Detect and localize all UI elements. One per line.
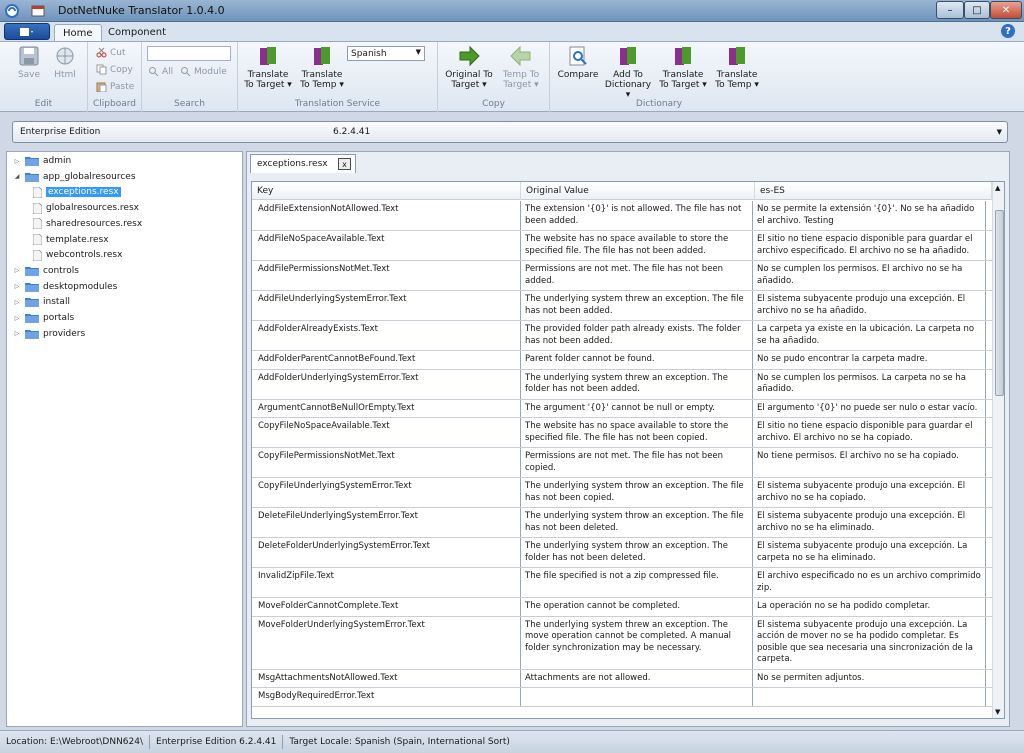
dictionary-book-icon [617, 45, 639, 67]
search-module-button[interactable] [180, 66, 227, 77]
expand-icon[interactable]: ▷ [14, 314, 20, 322]
translate-book-icon [257, 45, 279, 67]
cell-translated-value[interactable]: La carpeta ya existe en la ubicación. La carpeta no se ha añadido. [753, 321, 986, 350]
close-tab-icon[interactable]: x [338, 158, 351, 170]
cell-translated-value[interactable]: La operación no se ha podido completar. [753, 598, 986, 616]
help-icon[interactable]: ? [1001, 24, 1015, 38]
cell-key: MsgAttachmentsNotAllowed.Text [258, 672, 398, 683]
tree-item[interactable] [13, 327, 85, 341]
table-row[interactable] [252, 291, 992, 321]
original-to-target-label-1: Original To [445, 70, 493, 80]
cut-button[interactable] [96, 47, 126, 58]
group-clipboard [88, 42, 142, 112]
table-row[interactable] [252, 400, 992, 419]
expand-icon[interactable]: ▷ [14, 267, 20, 275]
cell-translated-value[interactable]: El sitio no tiene espacio disponible para guardar el archivo. El archivo no se ha copiado. [753, 418, 986, 447]
tree-item[interactable] [33, 185, 121, 199]
translate-book-icon [726, 45, 748, 67]
cell-key: AddFolderParentCannotBeFound.Text [258, 354, 416, 364]
cell-translated-value[interactable]: El sistema subyacente produjo una excepción. La acción de mover no se ha podido completar. Es posible que sea necesaria una sincronización de la carpeta. [753, 617, 986, 669]
table-row[interactable] [252, 598, 992, 617]
cell-original-value: The underlying system threw an exception. The file has not been added. [520, 291, 753, 320]
search-icon [180, 66, 191, 77]
cell-translated-value[interactable]: El sistema subyacente produjo una excepción. El archivo no se ha eliminado. [753, 508, 986, 537]
tab-home[interactable]: Home [54, 24, 102, 41]
html-label: Html [54, 70, 76, 80]
table-row[interactable] [252, 370, 992, 400]
original-to-target-label-2: Target ▾ [451, 80, 487, 90]
cell-key: MoveFolderCannotComplete.Text [258, 601, 399, 611]
search-icon [148, 66, 159, 77]
tree-item[interactable] [33, 201, 139, 215]
table-row[interactable] [252, 321, 992, 351]
tree-item[interactable] [13, 280, 117, 294]
cell-key: AddFileExtensionNotAllowed.Text [258, 204, 399, 214]
cell-key: AddFilePermissionsNotMet.Text [258, 264, 390, 274]
tree-item-label: install [43, 297, 70, 308]
column-header-original[interactable]: Original Value [521, 182, 755, 200]
group-search-label: Search [174, 99, 205, 109]
cell-key: MsgBodyRequiredError.Text [258, 691, 375, 701]
translate-book-icon [311, 45, 333, 67]
group-dictionary [550, 42, 768, 112]
language-select-value: Spanish [351, 48, 387, 59]
scroll-down-icon[interactable]: ▼ [995, 708, 1001, 716]
window-title: DotNetNuke Translator 1.0.4.0 [58, 4, 225, 17]
cell-original-value [520, 688, 753, 706]
tree-item-label: controls [43, 265, 79, 276]
cell-translated-value[interactable]: El sistema subyacente produjo una excepción. El archivo no se ha añadido. [753, 291, 986, 320]
html-icon [54, 45, 76, 67]
cell-translated-value[interactable]: El argumento '{0}' no puede ser nulo o estar vacío. [753, 400, 986, 418]
cell-translated-value[interactable]: No tiene permisos. El archivo no se ha copiado. [753, 448, 986, 477]
chevron-down-icon: ▼ [415, 48, 421, 56]
resource-tree [6, 151, 243, 727]
dictionary-to-temp-label-1: Translate [716, 70, 758, 80]
group-copy-label: Copy [482, 99, 505, 109]
table-row[interactable] [252, 538, 992, 568]
tree-item-label: app_globalresources [43, 171, 136, 182]
tree-item-label: exceptions.resx [48, 187, 119, 198]
arrow-right-icon [458, 45, 480, 67]
dictionary-translate-to-temp-button[interactable] [712, 45, 762, 90]
cell-key: AddFolderUnderlyingSystemError.Text [258, 372, 419, 383]
tree-item-label: providers [43, 328, 86, 339]
cut-label: Cut [110, 47, 126, 58]
temp-to-target-button[interactable] [498, 45, 544, 90]
menu-icon [19, 27, 35, 37]
table-row[interactable] [252, 478, 992, 508]
maximize-button[interactable]: □ [964, 1, 990, 19]
application-menu-button[interactable] [4, 23, 50, 40]
folder-icon [25, 282, 39, 292]
table-row[interactable] [252, 568, 992, 598]
dictionary-to-target-label-1: Translate [662, 70, 704, 80]
group-edit-label: Edit [34, 99, 53, 109]
file-icon [33, 218, 42, 229]
cell-translated-value[interactable]: El sitio no tiene espacio disponible para guardar el archivo especificado. El archivo no se ha añadido. [753, 231, 986, 260]
column-header-key[interactable]: Key [252, 182, 521, 200]
folder-icon [25, 297, 39, 307]
temp-to-target-label-2: Target ▾ [503, 80, 539, 90]
translate-to-target-label-1: Translate [247, 70, 289, 80]
cell-original-value: The website has no space available to store the specified file. The file has not been added. [520, 231, 753, 260]
table-row[interactable] [252, 418, 992, 448]
compare-icon [567, 45, 589, 67]
document-area [246, 151, 1010, 727]
cell-original-value: The underlying system throw an exception. The file has not been copied. [520, 478, 753, 507]
tree-item-label: admin [43, 156, 72, 166]
expand-icon[interactable]: ▷ [14, 283, 20, 291]
table-row[interactable] [252, 231, 992, 261]
scroll-up-icon[interactable]: ▲ [995, 184, 1001, 192]
cell-translated-value[interactable]: No se cumplen los permisos. El archivo no se ha añadido. [753, 261, 986, 290]
expand-icon[interactable]: ▷ [14, 298, 20, 306]
folder-icon [25, 329, 39, 339]
status-bar [0, 730, 1024, 753]
document-tab[interactable] [250, 154, 356, 173]
dictionary-to-target-label-2: To Target ▾ [659, 80, 707, 90]
search-all-label: All [162, 66, 174, 77]
folder-icon [25, 313, 39, 323]
arrow-left-icon [510, 45, 532, 67]
tree-item[interactable] [33, 248, 122, 262]
cell-key: InvalidZipFile.Text [258, 571, 334, 581]
expand-icon[interactable]: ▷ [14, 157, 20, 165]
column-header-locale[interactable]: es-ES [755, 182, 992, 200]
cell-translated-value[interactable]: El sistema subyacente produjo una excepción. El archivo no se ha copiado. [753, 478, 986, 507]
cell-key: AddFileNoSpaceAvailable.Text [258, 234, 385, 244]
table-row[interactable] [252, 201, 992, 231]
table-row[interactable] [252, 261, 992, 291]
cell-key: MoveFolderUnderlyingSystemError.Text [258, 619, 425, 630]
cell-key: CopyFilePermissionsNotMet.Text [258, 451, 395, 461]
table-row[interactable] [252, 508, 992, 538]
file-icon [33, 187, 42, 198]
search-module-label: Module [194, 66, 227, 77]
copy-label: Copy [110, 64, 133, 75]
resource-grid [251, 181, 1005, 719]
cell-key: CopyFileNoSpaceAvailable.Text [258, 421, 390, 431]
tree-item-label: portals [43, 313, 75, 323]
folder-icon [25, 172, 39, 182]
close-button[interactable]: ✕ [990, 1, 1022, 19]
folder-icon [25, 266, 39, 276]
group-clipboard-label: Clipboard [93, 99, 136, 109]
edition-select[interactable] [12, 121, 1008, 143]
cell-original-value: The argument '{0}' cannot be null or empty. [520, 400, 753, 418]
paste-icon [96, 81, 107, 92]
status-locale: Target Locale: Spanish (Spain, International Sort) [289, 737, 510, 747]
cell-original-value: The provided folder path already exists. The folder has not been added. [520, 321, 753, 350]
cell-translated-value[interactable] [753, 688, 986, 706]
edition-name: Enterprise Edition [20, 127, 101, 137]
app-icon[interactable] [4, 3, 20, 19]
cell-key: AddFileUnderlyingSystemError.Text [258, 294, 407, 304]
add-to-dictionary-label-2: Dictionary ▾ [604, 80, 652, 100]
group-copy [438, 42, 550, 112]
quick-access-icon[interactable] [30, 3, 46, 19]
cell-translated-value[interactable]: El sistema subyacente produjo una excepción. La carpeta no se ha eliminado. [753, 538, 986, 567]
original-to-target-button[interactable] [444, 45, 494, 90]
collapse-icon[interactable]: ◢ [14, 173, 20, 181]
translate-to-temp-label-2: To Temp ▾ [300, 80, 344, 90]
tree-item[interactable] [13, 170, 136, 184]
cell-original-value: The underlying system throw an exception. The file has not been deleted. [520, 508, 753, 537]
cell-key: DeleteFileUnderlyingSystemError.Text [258, 511, 418, 521]
group-translation-label: Translation Service [294, 99, 381, 109]
cell-original-value: Permissions are not met. The file has not been copied. [520, 448, 753, 477]
cell-translated-value[interactable]: No se pudo encontrar la carpeta madre. [753, 351, 986, 369]
tree-item-label: template.resx [46, 234, 109, 245]
save-button[interactable] [14, 45, 44, 80]
translate-to-temp-button[interactable] [296, 45, 348, 90]
save-label: Save [17, 70, 41, 80]
save-icon [18, 45, 40, 67]
copy-icon [96, 64, 107, 75]
cell-original-value: The underlying system threw an exception. The move operation cannot be completed. A manual folder synchronization may be necessary. [520, 617, 753, 669]
copy-button[interactable] [96, 64, 133, 75]
cell-original-value: The extension '{0}' is not allowed. The file has not been added. [520, 201, 753, 230]
folder-icon [25, 156, 39, 166]
cell-key: DeleteFolderUnderlyingSystemError.Text [258, 541, 430, 551]
expand-icon[interactable]: ▷ [14, 330, 20, 338]
cell-original-value: Permissions are not met. The file has not been added. [520, 261, 753, 290]
translate-to-temp-label-1: Translate [301, 70, 343, 80]
translate-to-target-button[interactable] [242, 45, 294, 90]
table-row[interactable] [252, 617, 992, 670]
cell-key: AddFolderAlreadyExists.Text [258, 324, 378, 334]
cell-original-value: The underlying system throw an exception. The folder has not been deleted. [520, 538, 753, 567]
table-row[interactable] [252, 670, 992, 689]
cell-original-value: The website has no space available to store the specified file. The file has not been copied. [520, 418, 753, 447]
scrollbar-thumb[interactable] [995, 210, 1004, 396]
add-to-dictionary-button[interactable] [602, 45, 654, 100]
group-edit [0, 42, 88, 112]
cell-key: ArgumentCannotBeNullOrEmpty.Text [258, 402, 415, 413]
cell-original-value: Attachments are not allowed. [520, 670, 753, 688]
cell-translated-value[interactable]: No se cumplen los permisos. La carpeta no se ha añadido. [753, 370, 986, 399]
group-dictionary-label: Dictionary [635, 99, 683, 109]
cell-translated-value[interactable]: No se permite la extensión '{0}'. No se ha añadido el archivo. Testing [753, 201, 986, 230]
vertical-scrollbar[interactable] [992, 182, 1005, 718]
file-icon [33, 250, 42, 261]
status-location: Location: E:\Webroot\DNN624\ [0, 735, 150, 749]
translate-to-target-label-2: To Target ▾ [244, 80, 292, 90]
document-tab-label: exceptions.resx [257, 159, 328, 169]
tree-item-label: globalresources.resx [46, 203, 139, 214]
tree-item[interactable] [13, 311, 74, 325]
tree-item-label: desktopmodules [43, 281, 118, 292]
tab-component[interactable]: Component [108, 27, 167, 38]
dictionary-to-temp-label-2: To Temp ▾ [715, 80, 759, 90]
chevron-down-icon: ▼ [996, 128, 1002, 136]
language-select[interactable] [347, 46, 425, 61]
add-to-dictionary-label-1: Add To [613, 70, 643, 80]
file-icon [33, 234, 42, 245]
cell-translated-value[interactable]: El archivo especificado no es un archivo comprimido zip. [753, 568, 986, 597]
scissors-icon [96, 47, 107, 58]
tree-item[interactable] [13, 295, 70, 309]
status-edition: Enterprise Edition 6.2.4.41 [150, 735, 283, 749]
tree-item-label: sharedresources.resx [46, 218, 143, 229]
translate-book-icon [672, 45, 694, 67]
dictionary-translate-to-target-button[interactable] [658, 45, 708, 90]
ribbon [0, 41, 1024, 112]
ribbon-tab-row [0, 22, 1024, 41]
html-button[interactable] [50, 45, 80, 80]
tree-item-label: webcontrols.resx [46, 250, 123, 261]
search-input[interactable] [147, 46, 231, 61]
search-all-button[interactable] [148, 66, 173, 77]
cell-original-value: The underlying system threw an exception. The folder has not been added. [520, 370, 753, 399]
cell-original-value: The file specified is not a zip compressed file. [520, 568, 753, 597]
table-row[interactable] [252, 448, 992, 478]
grid-header [252, 182, 992, 200]
tree-item[interactable] [33, 217, 142, 231]
temp-to-target-label-1: Temp To [502, 70, 540, 80]
cell-original-value: Parent folder cannot be found. [520, 351, 753, 369]
cell-key: CopyFileUnderlyingSystemError.Text [258, 481, 412, 491]
compare-label: Compare [557, 70, 599, 80]
grid-rows [252, 201, 992, 707]
title-bar [0, 0, 1024, 22]
paste-button[interactable] [96, 81, 134, 92]
cell-original-value: The operation cannot be completed. [520, 598, 753, 616]
tree-item[interactable] [33, 233, 109, 247]
tree-item[interactable] [13, 154, 71, 168]
compare-button[interactable] [556, 45, 600, 80]
table-row[interactable] [252, 688, 992, 707]
minimize-button[interactable]: – [936, 1, 964, 19]
file-icon [33, 203, 42, 214]
paste-label: Paste [110, 81, 135, 92]
cell-translated-value[interactable]: No se permiten adjuntos. [753, 670, 986, 688]
tree-item[interactable] [13, 264, 79, 278]
table-row[interactable] [252, 351, 992, 370]
edition-version: 6.2.4.41 [333, 127, 371, 137]
